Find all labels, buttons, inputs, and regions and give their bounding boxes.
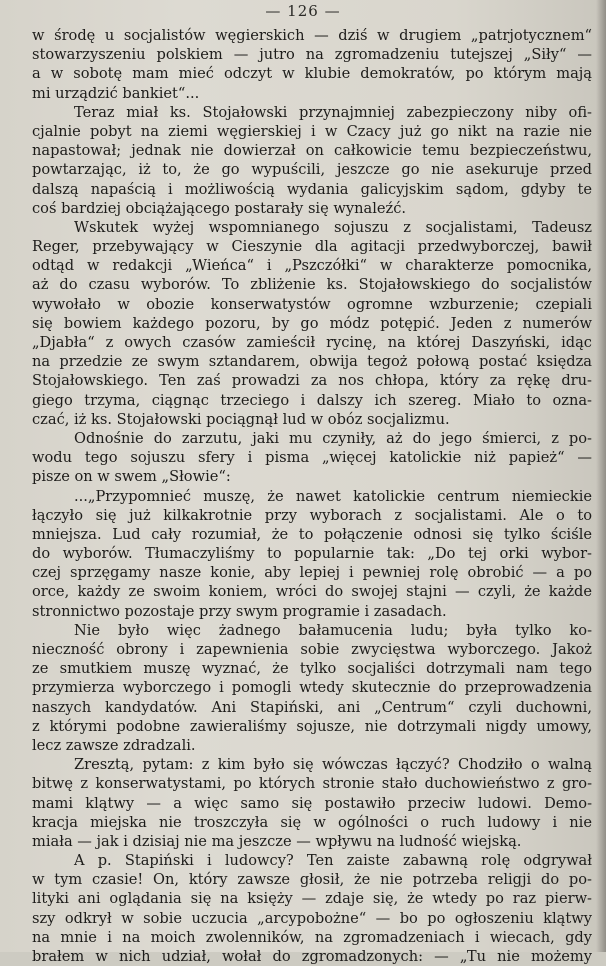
text-line: Odnośnie do zarzutu, jaki mu czyniły, aż do jego śmierci, z po- (74, 429, 592, 447)
text-line: pisze on w swem „Słowie“: (32, 468, 231, 486)
text-line: w tym czasie! On, który zawsze głosił, że nie potrzeba religji do po- (32, 871, 592, 889)
text-line: naszych kandydatów. Ani Stapiński, ani „Centrum“ czyli duchowni, (32, 698, 592, 716)
text-line: Nie było więc żadnego bałamucenia ludu; była tylko ko- (74, 621, 592, 639)
text-line: miała — jak i dzisiaj nie ma jeszcze — wpływu na ludność wiejską. (32, 832, 522, 850)
text-line: cjalnie pobyt na ziemi węgierskiej i w Czacy już go nikt na razie nie (32, 122, 592, 140)
text-line: mami klątwy — a więc samo się postawiło przeciw ludowi. Demo- (32, 794, 592, 812)
text-line: giego trzyma, ciągnąc trzeciego i dalszy ich szereg. Miało to ozna- (32, 391, 592, 409)
text-line: napastował; jednak nie dowierzał on całkowicie temu bezpieczeństwu, (32, 142, 592, 160)
text-line: stronnictwo pozostaje przy swym programie i zasadach. (32, 602, 447, 620)
text-line: na przedzie ze swym sztandarem, obwija tegoż połową postać księdza (32, 353, 592, 371)
text-line: a w sobotę mam mieć odczyt w klubie demokratów, po którym mają (32, 65, 592, 83)
text-line: brałem w nich udział, wołał do zgromadzonych: — „Tu nie możemy (32, 948, 592, 965)
text-line: wywołało w obozie konserwatystów ogromne wzburzenie; czepiali (32, 295, 592, 313)
text-line: czać, iż ks. Stojałowski pociągnął lud w obóz socjalizmu. (32, 410, 450, 428)
text-line: szy odkrył w sobie uczucia „arcypobożne“ — bo po ogłoszeniu klątwy (32, 909, 592, 927)
text-line: kracja miejska nie troszczyła się w ogólności o ruch ludowy i nie (32, 813, 592, 831)
text-line: Wskutek wyżej wspomnianego sojuszu z socjalistami, Tadeusz (74, 218, 592, 236)
text-line: łączyło się już kilkakrotnie przy wyborach z socjalistami. Ale o to (32, 506, 592, 524)
text-line: Stojałowskiego. Ten zaś prowadzi za nos chłopa, który za rękę dru- (32, 372, 592, 390)
text-line: odtąd w redakcji „Wieńca“ i „Pszczółki“ w charakterze pomocnika, (32, 257, 592, 275)
text-line: się bowiem każdego pozoru, by go módz potępić. Jeden z numerów (32, 314, 592, 332)
text-line: Reger, przebywający w Cieszynie dla agitacji przedwyborczej, bawił (32, 238, 592, 256)
text-line: A p. Stapiński i ludowcy? Ten zaiste zabawną rolę odgrywał (74, 852, 592, 870)
body-text (32, 26, 592, 966)
text-line: powtarzając, iż to, że go wypuścili, jeszcze go nie asekuruje przed (32, 161, 592, 179)
text-line: czej sprzęgamy nasze konie, aby lepiej i pewniej rolę obrobić — a po (32, 564, 592, 582)
text-line: na mnie i na moich zwolenników, na zgromadzeniach i wiecach, gdy (32, 928, 592, 946)
text-line: lityki ani oglądania się na księży — zdaje się, że wtedy po raz pierw- (32, 890, 592, 908)
text-line: mniejsza. Lud cały rozumiał, że to połączenie odnosi się tylko ściśle (32, 525, 592, 543)
text-line: w środę u socjalistów węgierskich — dziś w drugiem „patrjotycznem“ (32, 27, 592, 44)
text-line: coś bardziej obciążającego postarały się wynaleźć. (32, 199, 407, 217)
text-line: stowarzyszeniu polskiem — jutro na zgromadzeniu tutejszej „Siły“ — (32, 46, 592, 64)
text-line: Zresztą, pytam: z kim było się wówczas łączyć? Chodziło o walną (74, 756, 592, 774)
text-line: przymierza wyborczego i pomogli wtedy skutecznie do przeprowadzenia (32, 679, 592, 697)
page-edge-shadow (596, 0, 606, 952)
text-line: ...„Przypomnieć muszę, że nawet katolickie centrum niemieckie (74, 487, 592, 505)
text-line: orce, każdy ze swoim koniem, wróci do swojej stajni — czyli, że każde (32, 583, 592, 601)
text-line: bitwę z konserwatystami, po których stronie stało duchowieństwo z gro- (32, 775, 592, 793)
text-line: ze smutkiem muszę wyznać, że tylko socjaliści dotrzymali nam tego (32, 660, 592, 678)
text-line: Teraz miał ks. Stojałowski przynajmniej zabezpieczony niby ofi- (74, 103, 592, 121)
text-line: mi urządzić bankiet“... (32, 84, 200, 102)
text-line: nieczność obrony i zapewnienia sobie zwycięstwa wyborczego. Jakoż (32, 641, 592, 658)
text-line: wodu tego sojuszu sfery i pisma „więcej katolickie niż papież“ — (32, 449, 592, 467)
text-line: do wyborów. Tłumaczyliśmy to popularnie tak: „Do tej orki wybor- (32, 545, 592, 563)
text-line: z którymi podobne zawieraliśmy sojusze, nie dotrzymali nigdy umowy, (32, 717, 592, 735)
text-line: aż do czasu wyborów. To zbliżenie ks. Stojałowskiego do socjalistów (32, 276, 592, 294)
text-line: lecz zawsze zdradzali. (32, 736, 196, 754)
text-line: dalszą napaścią i możliwością wydania galicyjskim sądom, gdyby te (32, 180, 592, 198)
text-line: „Djabła“ z owych czasów zamieścił rycinę, na której Daszyński, idąc (32, 334, 592, 351)
page-number: — 126 — (265, 2, 341, 20)
